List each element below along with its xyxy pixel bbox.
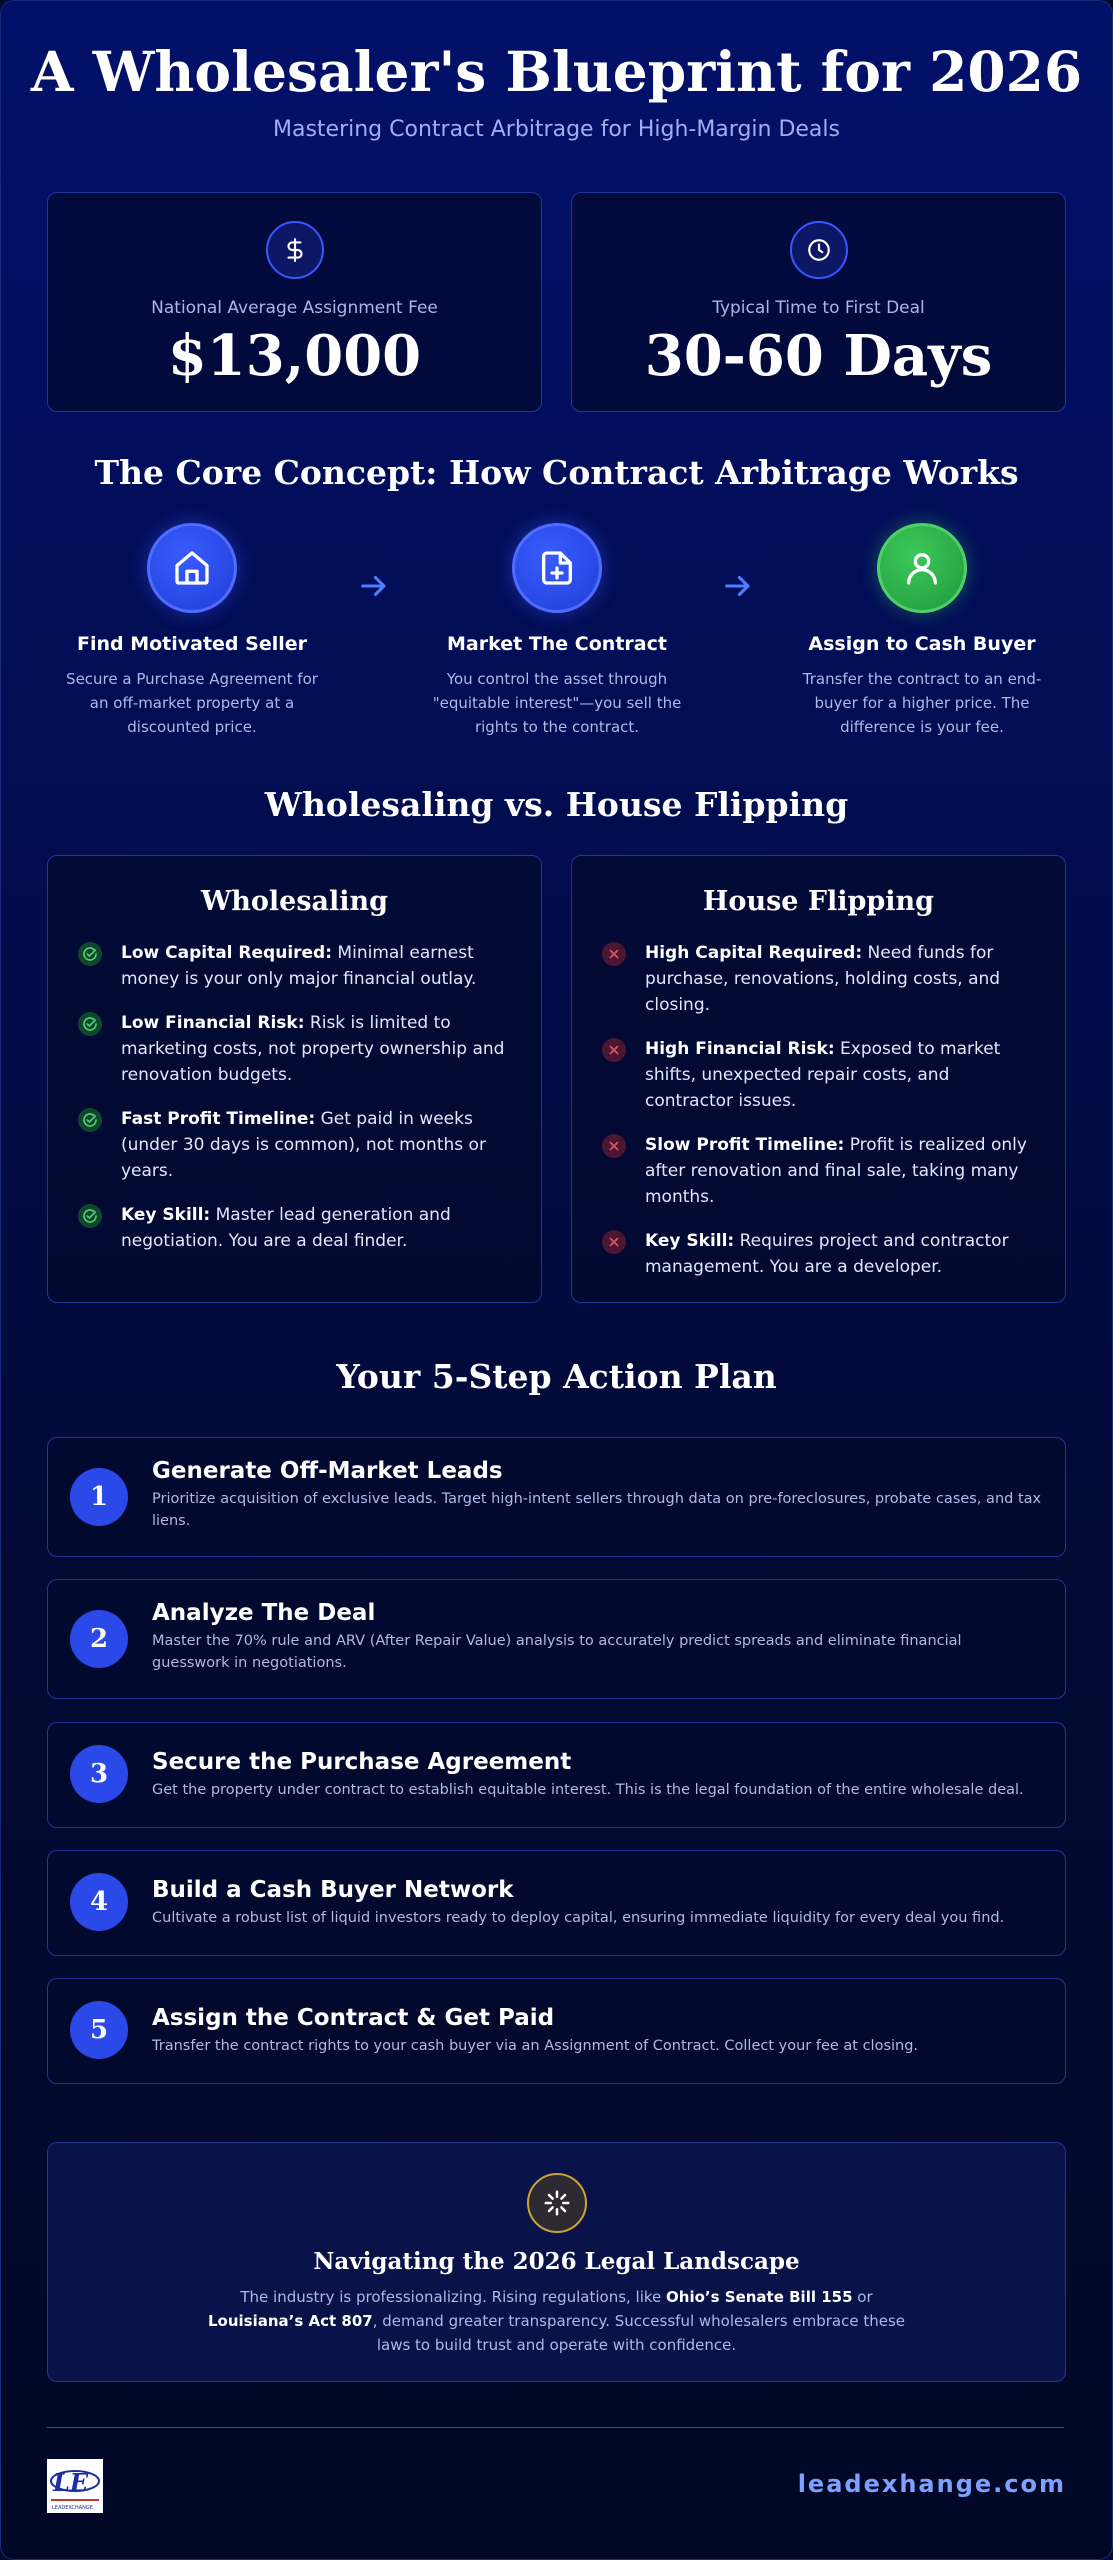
arrow-right-icon bbox=[357, 569, 391, 607]
brand-logo bbox=[47, 2459, 103, 2513]
check-icon bbox=[78, 942, 102, 966]
step-number: 1 bbox=[70, 1468, 128, 1526]
core-concept-title: The Core Concept: How Contract Arbitrage Works bbox=[94, 453, 1019, 492]
legal-text-part: or bbox=[852, 2288, 873, 2306]
x-icon bbox=[602, 1230, 626, 1254]
stat-value: 30-60 Days bbox=[644, 323, 993, 389]
list-item bbox=[76, 1106, 511, 1184]
ohio-bill: Ohio’s Senate Bill 155 bbox=[666, 2288, 853, 2306]
list-item bbox=[600, 1228, 1035, 1280]
page-title: A Wholesaler's Blueprint for 2026 bbox=[30, 39, 1083, 104]
page-subtitle: Mastering Contract Arbitrage for High-Margin Deals bbox=[272, 117, 840, 142]
document-plus-icon bbox=[512, 523, 602, 613]
plan-step-4 bbox=[47, 1850, 1066, 1956]
legal-text-part: The industry is professionalizing. Rising regulations, like bbox=[240, 2288, 667, 2306]
item-label: Key Skill: bbox=[121, 1205, 211, 1225]
legal-text bbox=[207, 2285, 907, 2357]
louisiana-act: Louisiana’s Act 807 bbox=[207, 2312, 373, 2330]
x-icon bbox=[602, 942, 626, 966]
list-item bbox=[76, 940, 511, 992]
item-text: Profit is realized only after renovation and final sale, taking many months. bbox=[645, 1135, 1027, 1207]
plan-step-title: Build a Cash Buyer Network bbox=[152, 1877, 514, 1903]
step-number: 3 bbox=[70, 1745, 128, 1803]
plan-step-desc: Get the property under contract to establish equitable interest. This is the legal foundation of the entire wholesale deal. bbox=[152, 1782, 1024, 1798]
plan-step-5 bbox=[47, 1978, 1066, 2084]
dollar-icon bbox=[266, 221, 324, 279]
house-icon bbox=[147, 523, 237, 613]
logo-subtext: LEADEXCHANGE bbox=[52, 2505, 93, 2511]
clock-icon bbox=[790, 221, 848, 279]
concept-step-desc: Secure a Purchase Agreement for an off-market property at a discounted price. bbox=[66, 670, 318, 736]
item-text: Get paid in weeks (under 30 days is common), not months or years. bbox=[121, 1109, 486, 1181]
legal-text-part: , demand greater transparency. Successful wholesalers embrace these laws to build trust and operate with confidence. bbox=[372, 2312, 906, 2354]
item-text: Requires project and contractor management. You are a developer. bbox=[645, 1231, 1009, 1277]
stat-label: National Average Assignment Fee bbox=[151, 298, 438, 318]
concept-step-market-contract bbox=[407, 523, 707, 739]
user-icon bbox=[877, 523, 967, 613]
action-plan-title: Your 5-Step Action Plan bbox=[336, 1357, 777, 1396]
plan-step-title: Analyze The Deal bbox=[152, 1600, 376, 1626]
concept-step-find-seller bbox=[42, 523, 342, 739]
plan-step-desc: Cultivate a robust list of liquid investors ready to deploy capital, ensuring immediate liquidity for every deal you find. bbox=[152, 1910, 1005, 1926]
list-item bbox=[76, 1010, 511, 1088]
item-label: High Financial Risk: bbox=[645, 1039, 835, 1059]
loader-icon bbox=[527, 2173, 587, 2233]
wholesaling-list bbox=[76, 940, 511, 1272]
stat-card-assignment-fee bbox=[47, 192, 542, 412]
step-number: 4 bbox=[70, 1873, 128, 1931]
item-text: Need funds for purchase, renovations, holding costs, and closing. bbox=[645, 943, 1001, 1015]
plan-step-3 bbox=[47, 1722, 1066, 1828]
concept-step-assign-buyer bbox=[772, 523, 1072, 739]
flipping-card bbox=[571, 855, 1066, 1303]
flipping-title: House Flipping bbox=[702, 886, 935, 917]
check-icon bbox=[78, 1204, 102, 1228]
wholesaling-card bbox=[47, 855, 542, 1303]
x-icon bbox=[602, 1038, 626, 1062]
item-label: Slow Profit Timeline: bbox=[645, 1135, 845, 1155]
check-icon bbox=[78, 1012, 102, 1036]
item-label: Key Skill: bbox=[645, 1231, 735, 1251]
plan-step-2 bbox=[47, 1579, 1066, 1699]
plan-step-desc: Master the 70% rule and ARV (After Repair Value) analysis to accurately predict spreads and eliminate financial guesswork in negotiations. bbox=[152, 1633, 962, 1671]
concept-step-title: Find Motivated Seller bbox=[76, 633, 308, 655]
concept-step-desc: Transfer the contract to an end-buyer for a higher price. The difference is your fee. bbox=[802, 670, 1042, 736]
footer-domain-link[interactable]: leadexhange.com bbox=[797, 2470, 1066, 2498]
x-icon bbox=[602, 1134, 626, 1158]
item-label: Low Capital Required: bbox=[121, 943, 333, 963]
plan-step-1 bbox=[47, 1437, 1066, 1557]
item-text: Exposed to market shifts, unexpected repair costs, and contractor issues. bbox=[645, 1039, 1001, 1111]
legal-title: Navigating the 2026 Legal Landscape bbox=[313, 2248, 800, 2275]
plan-step-desc: Transfer the contract rights to your cash buyer via an Assignment of Contract. Collect your fee at closing. bbox=[152, 2038, 919, 2054]
stat-value: $13,000 bbox=[167, 323, 422, 389]
item-text: Master lead generation and negotiation. You are a deal finder. bbox=[121, 1205, 451, 1251]
comparison-title: Wholesaling vs. House Flipping bbox=[264, 785, 849, 824]
legal-landscape-card bbox=[47, 2142, 1066, 2382]
concept-step-desc: You control the asset through "equitable interest"—you sell the rights to the contract. bbox=[432, 670, 682, 736]
flipping-list bbox=[600, 940, 1035, 1298]
item-label: High Capital Required: bbox=[645, 943, 863, 963]
plan-step-desc: Prioritize acquisition of exclusive leads. Target high-intent sellers through data on pre-foreclosures, probate cases, and tax liens. bbox=[152, 1491, 1042, 1529]
footer-divider bbox=[47, 2427, 1064, 2428]
wholesaling-title: Wholesaling bbox=[200, 886, 389, 917]
stat-label: Typical Time to First Deal bbox=[712, 298, 925, 318]
concept-step-title: Assign to Cash Buyer bbox=[808, 633, 1036, 655]
list-item bbox=[76, 1202, 511, 1254]
plan-step-title: Generate Off-Market Leads bbox=[152, 1458, 503, 1484]
check-icon bbox=[78, 1108, 102, 1132]
arrow-right-icon bbox=[721, 569, 755, 607]
list-item bbox=[600, 1132, 1035, 1210]
concept-step-title: Market The Contract bbox=[447, 633, 667, 655]
plan-step-title: Secure the Purchase Agreement bbox=[152, 1749, 572, 1775]
item-label: Fast Profit Timeline: bbox=[121, 1109, 316, 1129]
list-item bbox=[600, 940, 1035, 1018]
step-number: 2 bbox=[70, 1610, 128, 1668]
item-text: Risk is limited to marketing costs, not property ownership and renovation budgets. bbox=[121, 1013, 505, 1085]
item-label: Low Financial Risk: bbox=[121, 1013, 305, 1033]
logo-lettering: LE bbox=[53, 2468, 89, 2497]
plan-step-title: Assign the Contract & Get Paid bbox=[152, 2005, 555, 2031]
step-number: 5 bbox=[70, 2001, 128, 2059]
list-item bbox=[600, 1036, 1035, 1114]
item-text: Minimal earnest money is your only major financial outlay. bbox=[121, 943, 477, 989]
stat-card-time-to-deal bbox=[571, 192, 1066, 412]
